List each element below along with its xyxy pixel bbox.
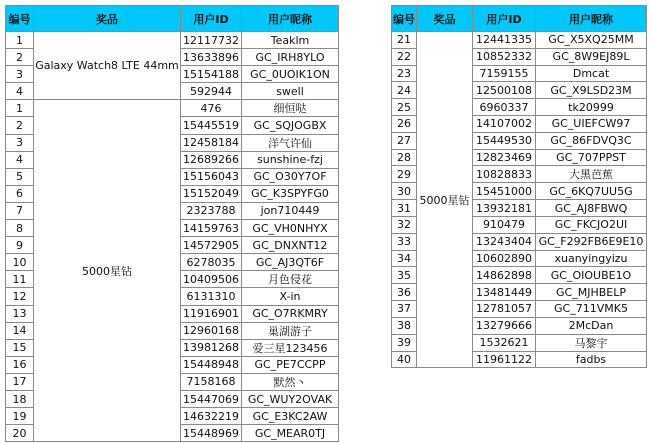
- user-id: 6278035: [181, 254, 242, 271]
- user-id: 592944: [181, 83, 242, 100]
- row-number: 10: [6, 254, 34, 271]
- row-number: 34: [392, 250, 417, 267]
- row-number: 38: [392, 317, 417, 334]
- table-row: [392, 32, 647, 49]
- user-id: 12458184: [181, 134, 242, 151]
- user-id: 11916901: [181, 305, 242, 322]
- row-number: 33: [392, 233, 417, 250]
- user-id: 12441335: [473, 32, 536, 49]
- user-nickname: 默然丶: [242, 373, 339, 390]
- user-nickname: xuanyingyizu: [536, 250, 647, 267]
- user-nickname: X-in: [242, 288, 339, 305]
- row-number: 30: [392, 183, 417, 200]
- user-nickname: GC_UIEFCW97: [536, 115, 647, 132]
- row-number: 39: [392, 334, 417, 351]
- user-id: 1532621: [473, 334, 536, 351]
- user-id: 15154188: [181, 66, 242, 83]
- user-nickname: GC_X9LSD23M: [536, 82, 647, 99]
- user-id: 12823469: [473, 149, 536, 166]
- user-nickname: GC_SQJOGBX: [242, 117, 339, 134]
- winners-table-right: [391, 5, 647, 368]
- user-id: 15448969: [181, 425, 242, 442]
- row-number: 11: [6, 271, 34, 288]
- user-nickname: 月色侵花: [242, 271, 339, 288]
- row-number: 17: [6, 373, 34, 390]
- user-nickname: Dmcat: [536, 65, 647, 82]
- user-nickname: GC_E3KC2AW: [242, 408, 339, 425]
- user-nickname: tk20999: [536, 99, 647, 116]
- user-nickname: GC_AJ3QT6F: [242, 254, 339, 271]
- row-number: 2: [6, 49, 34, 66]
- user-id: 13279666: [473, 317, 536, 334]
- user-nickname: 细恒哒: [242, 100, 339, 117]
- row-number: 19: [6, 408, 34, 425]
- user-nickname: 大黑芭蕉: [536, 166, 647, 183]
- table-row: [6, 32, 339, 49]
- user-id: 2323788: [181, 202, 242, 219]
- header-no: 编号: [6, 6, 34, 32]
- header-nickname: 用户昵称: [242, 6, 339, 32]
- row-number: 37: [392, 300, 417, 317]
- user-nickname: GC_IRH8YLO: [242, 49, 339, 66]
- user-nickname: GC_MEAR0TJ: [242, 425, 339, 442]
- user-id: 12500108: [473, 82, 536, 99]
- winners-table-left: [5, 5, 339, 442]
- user-nickname: GC_O30Y7OF: [242, 168, 339, 185]
- user-nickname: GC_711VMK5: [536, 300, 647, 317]
- user-nickname: GC_WUY2OVAK: [242, 390, 339, 407]
- user-id: 10852332: [473, 48, 536, 65]
- user-id: 15447069: [181, 390, 242, 407]
- user-nickname: GC_O7RKMRY: [242, 305, 339, 322]
- user-id: 14107002: [473, 115, 536, 132]
- row-number: 3: [6, 66, 34, 83]
- user-id: 12117732: [181, 32, 242, 49]
- row-number: 28: [392, 149, 417, 166]
- user-id: 910479: [473, 216, 536, 233]
- prize-cell: Galaxy Watch8 LTE 44mm: [34, 32, 181, 100]
- row-number: 31: [392, 200, 417, 217]
- user-nickname: jon710449: [242, 202, 339, 219]
- user-nickname: GC_707PPST: [536, 149, 647, 166]
- header-row: [6, 6, 339, 32]
- row-number: 25: [392, 99, 417, 116]
- row-number: 20: [6, 425, 34, 442]
- user-id: 14159763: [181, 220, 242, 237]
- user-id: 14572905: [181, 237, 242, 254]
- user-nickname: GC_0UOIK1ON: [242, 66, 339, 83]
- header-user-id: 用户ID: [181, 6, 242, 32]
- row-number: 29: [392, 166, 417, 183]
- user-nickname: GC_F292FB6E9E10: [536, 233, 647, 250]
- user-nickname: GC_K3SPYFG0: [242, 185, 339, 202]
- user-nickname: 洋气许仙: [242, 134, 339, 151]
- user-id: 15449530: [473, 132, 536, 149]
- user-id: 7159155: [473, 65, 536, 82]
- row-number: 22: [392, 48, 417, 65]
- header-row: [392, 6, 647, 32]
- user-id: 476: [181, 100, 242, 117]
- row-number: 32: [392, 216, 417, 233]
- row-number: 27: [392, 132, 417, 149]
- user-nickname: GC_X5XQ25MM: [536, 32, 647, 49]
- user-id: 6960337: [473, 99, 536, 116]
- user-nickname: Teaklm: [242, 32, 339, 49]
- header-prize: 奖品: [417, 6, 473, 32]
- row-number: 26: [392, 115, 417, 132]
- user-id: 10409506: [181, 271, 242, 288]
- user-id: 15152049: [181, 185, 242, 202]
- row-number: 13: [6, 305, 34, 322]
- user-nickname: 马黎宇: [536, 334, 647, 351]
- prize-cell: 5000星钻: [417, 32, 473, 368]
- row-number: 6: [6, 185, 34, 202]
- row-number: 14: [6, 322, 34, 339]
- row-number: 35: [392, 267, 417, 284]
- user-id: 13633896: [181, 49, 242, 66]
- row-number: 1: [6, 32, 34, 49]
- table-row: [6, 100, 339, 117]
- user-id: 12960168: [181, 322, 242, 339]
- row-number: 23: [392, 65, 417, 82]
- user-id: 13981268: [181, 339, 242, 356]
- user-id: 10602890: [473, 250, 536, 267]
- row-number: 9: [6, 237, 34, 254]
- user-id: 13243404: [473, 233, 536, 250]
- prize-cell: 5000星钻: [34, 100, 181, 442]
- user-nickname: GC_FKCJO2UI: [536, 216, 647, 233]
- user-id: 7158168: [181, 373, 242, 390]
- row-number: 3: [6, 134, 34, 151]
- header-nickname: 用户昵称: [536, 6, 647, 32]
- user-nickname: GC_6KQ7UU5G: [536, 183, 647, 200]
- row-number: 15: [6, 339, 34, 356]
- row-number: 40: [392, 351, 417, 368]
- user-id: 12689266: [181, 151, 242, 168]
- user-nickname: GC_AJ8FBWQ: [536, 200, 647, 217]
- user-id: 6131310: [181, 288, 242, 305]
- user-id: 13481449: [473, 284, 536, 301]
- row-number: 36: [392, 284, 417, 301]
- user-nickname: GC_MJHBELP: [536, 284, 647, 301]
- user-nickname: GC_VH0NHYX: [242, 220, 339, 237]
- user-nickname: GC_86FDVQ3C: [536, 132, 647, 149]
- user-id: 15451000: [473, 183, 536, 200]
- user-nickname: 爱三星123456: [242, 339, 339, 356]
- row-number: 4: [6, 151, 34, 168]
- user-id: 14862898: [473, 267, 536, 284]
- user-nickname: GC_DNXNT12: [242, 237, 339, 254]
- row-number: 24: [392, 82, 417, 99]
- row-number: 16: [6, 356, 34, 373]
- user-id: 11961122: [473, 351, 536, 368]
- user-nickname: fadbs: [536, 351, 647, 368]
- user-nickname: GC_OIOUBE1O: [536, 267, 647, 284]
- row-number: 4: [6, 83, 34, 100]
- user-nickname: 2McDan: [536, 317, 647, 334]
- user-id: 15445519: [181, 117, 242, 134]
- user-id: 14632219: [181, 408, 242, 425]
- user-nickname: sunshine-fzj: [242, 151, 339, 168]
- user-nickname: GC_PE7CCPP: [242, 356, 339, 373]
- row-number: 21: [392, 32, 417, 49]
- user-id: 12781057: [473, 300, 536, 317]
- header-prize: 奖品: [34, 6, 181, 32]
- header-no: 编号: [392, 6, 417, 32]
- row-number: 8: [6, 220, 34, 237]
- row-number: 12: [6, 288, 34, 305]
- user-id: 13932181: [473, 200, 536, 217]
- user-nickname: 巢湖游子: [242, 322, 339, 339]
- row-number: 7: [6, 202, 34, 219]
- row-number: 5: [6, 168, 34, 185]
- row-number: 2: [6, 117, 34, 134]
- user-nickname: GC_8W9EJ89L: [536, 48, 647, 65]
- row-number: 1: [6, 100, 34, 117]
- user-id: 15156043: [181, 168, 242, 185]
- user-id: 15448948: [181, 356, 242, 373]
- header-user-id: 用户ID: [473, 6, 536, 32]
- user-id: 10828833: [473, 166, 536, 183]
- row-number: 18: [6, 390, 34, 407]
- user-nickname: swell: [242, 83, 339, 100]
